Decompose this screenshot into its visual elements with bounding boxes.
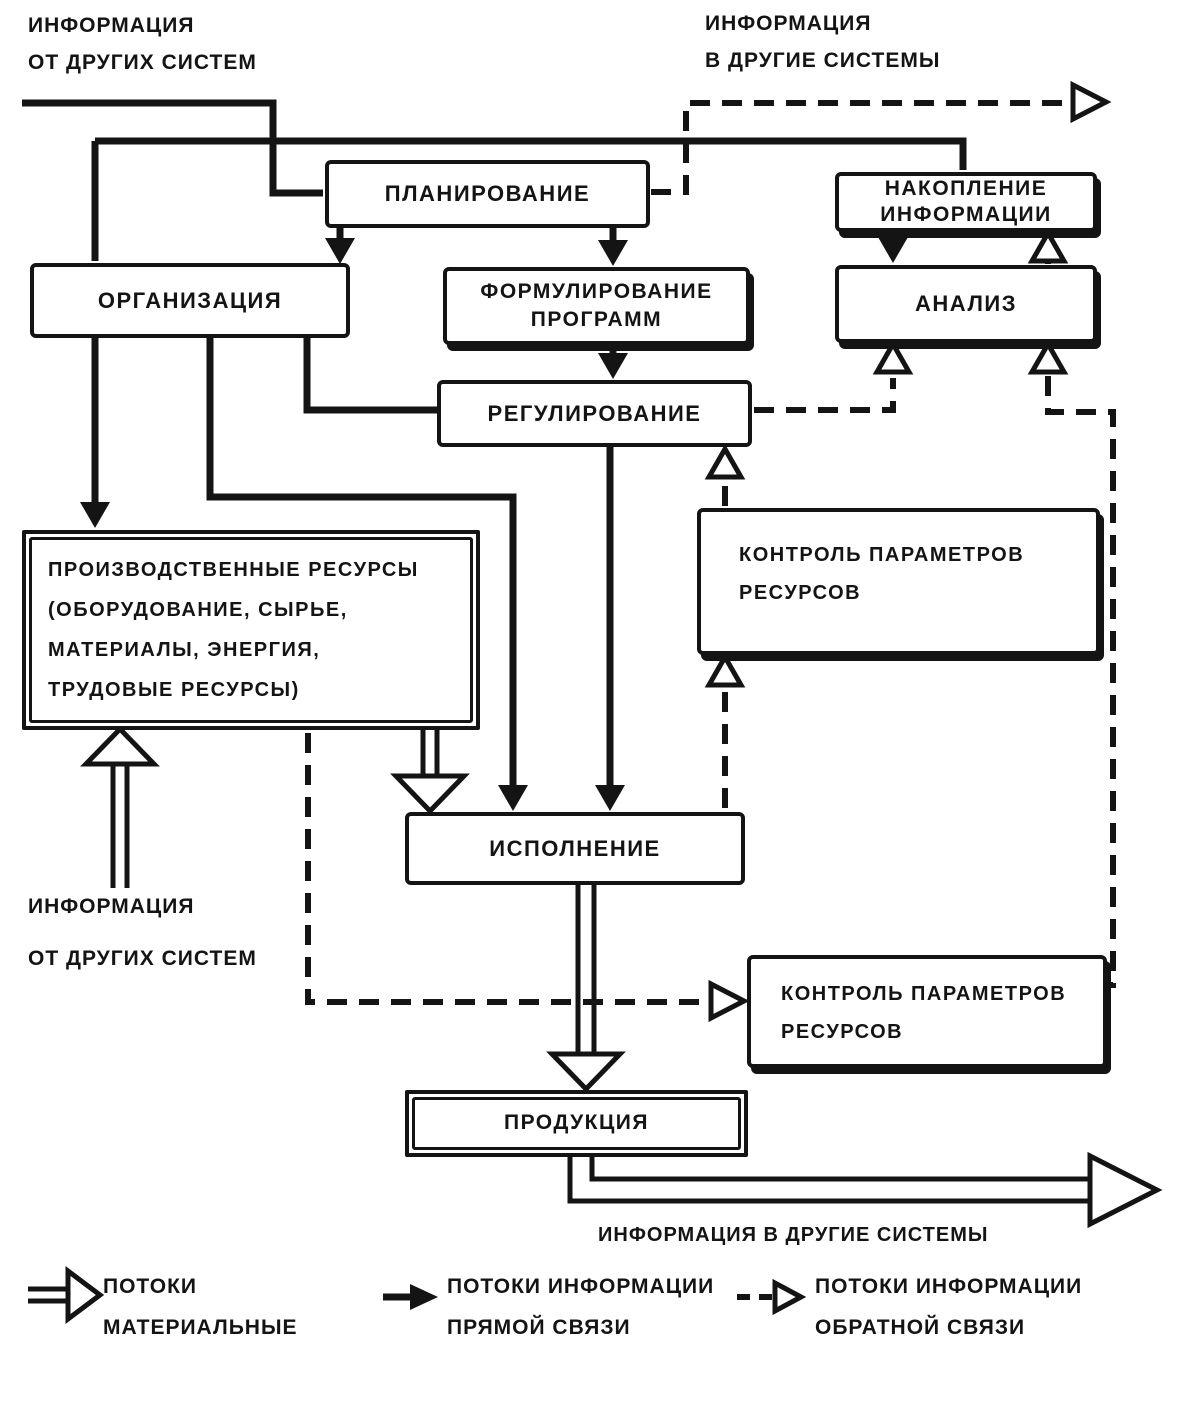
regulation-to-execution-arrow <box>595 447 625 811</box>
info-to-systems-output-label: ИНФОРМАЦИЯ В ДРУГИЕ СИСТЕМЫ <box>598 1224 989 1246</box>
legend-label: ПОТОКИ ИНФОРМАЦИИ <box>447 1275 715 1298</box>
node-label: КОНТРОЛЬ ПАРАМЕТРОВ <box>739 544 1025 566</box>
node-label: РЕСУРСОВ <box>781 1021 904 1043</box>
node-planning <box>325 160 650 228</box>
node-resource-params-control-upper <box>697 508 1100 655</box>
formulation-to-regulation-arrow <box>598 345 628 379</box>
node-label: ПЛАНИРОВАНИЕ <box>384 181 591 207</box>
organization-to-production-resources-arrow <box>80 338 110 528</box>
node-regulation <box>437 380 752 447</box>
execution-to-production-material-arrow <box>552 885 620 1089</box>
node-label: РЕСУРСОВ <box>739 582 862 604</box>
info-from-systems-top-label <box>28 14 257 75</box>
control-upper-to-regulation-feedback-arrow <box>709 449 741 506</box>
legend-material-flows <box>103 1275 298 1340</box>
node-production-output <box>405 1090 748 1157</box>
legend-feedback-arrow-icon <box>737 1283 801 1311</box>
legend-material-arrow-icon <box>28 1271 100 1319</box>
node-label: ИСПОЛНЕНИЕ <box>489 835 661 861</box>
node-info-accumulation <box>835 172 1097 232</box>
legend-direct-info-flows <box>447 1275 714 1340</box>
node-production-resources <box>22 530 480 730</box>
node-label: МАТЕРИАЛЫ, ЭНЕРГИЯ, <box>48 639 321 661</box>
legend-label: ПРЯМОЙ СВЯЗИ <box>447 1316 631 1339</box>
node-label: РЕГУЛИРОВАНИЕ <box>487 400 702 426</box>
node-program-formulation <box>443 267 750 345</box>
organization-to-regulation-line <box>307 338 437 410</box>
node-label: ФОРМУЛИРОВАНИЕ <box>480 279 713 303</box>
production-output-material-arrow <box>570 1156 1157 1224</box>
node-organization <box>30 263 350 338</box>
info-from-systems-to-planning-line <box>22 103 323 193</box>
node-execution <box>405 812 745 885</box>
legend-label: МАТЕРИАЛЬНЫЕ <box>103 1316 298 1339</box>
node-label: ИНФОРМАЦИИ <box>880 203 1052 226</box>
node-label: НАКОПЛЕНИЕ <box>884 176 1048 200</box>
legend-direct-arrow-icon <box>383 1284 438 1310</box>
label-line: ИНФОРМАЦИЯ <box>28 895 195 918</box>
planning-to-organization-arrow <box>325 228 355 264</box>
legend-label: ОБРАТНОЙ СВЯЗИ <box>815 1316 1026 1339</box>
label-line: ИНФОРМАЦИЯ <box>705 12 872 35</box>
planning-to-formulation-arrow <box>598 228 628 266</box>
label-line: ОТ ДРУГИХ СИСТЕМ <box>28 947 257 970</box>
node-label: ПРОИЗВОДСТВЕННЫЕ РЕСУРСЫ <box>48 559 419 581</box>
analysis-to-accumulation-feedback-arrow <box>1032 233 1064 264</box>
node-label: ПРОДУКЦИЯ <box>503 1111 649 1135</box>
execution-to-control-upper-feedback-arrow <box>709 657 741 808</box>
node-label: ТРУДОВЫЕ РЕСУРСЫ) <box>48 679 300 701</box>
node-label: (ОБОРУДОВАНИЕ, СЫРЬЕ, <box>48 599 348 621</box>
node-label: ОРГАНИЗАЦИЯ <box>97 287 283 313</box>
control-lower-to-analysis-feedback-arrow <box>1032 344 1113 985</box>
node-resource-params-control-lower <box>747 955 1107 1068</box>
accumulation-to-analysis-arrow <box>878 232 908 263</box>
legend-label: ПОТОКИ ИНФОРМАЦИИ <box>815 1275 1083 1298</box>
material-input-arrow <box>86 729 154 888</box>
info-from-systems-bottom-label <box>28 895 257 971</box>
label-line: ИНФОРМАЦИЯ <box>28 14 195 37</box>
resources-to-execution-material-arrow <box>396 730 464 811</box>
info-to-systems-top-label <box>705 12 940 73</box>
regulation-to-analysis-feedback-arrow <box>754 344 909 410</box>
node-label: АНАЛИЗ <box>915 291 1017 317</box>
legend-label: ПОТОКИ <box>103 1275 197 1298</box>
node-label: ПРОГРАММ <box>530 308 663 331</box>
node-label: КОНТРОЛЬ ПАРАМЕТРОВ <box>781 983 1067 1005</box>
legend-feedback-info-flows <box>815 1275 1082 1340</box>
label-line: В ДРУГИЕ СИСТЕМЫ <box>705 49 941 72</box>
label-line: ОТ ДРУГИХ СИСТЕМ <box>28 51 257 74</box>
node-analysis <box>835 265 1097 343</box>
